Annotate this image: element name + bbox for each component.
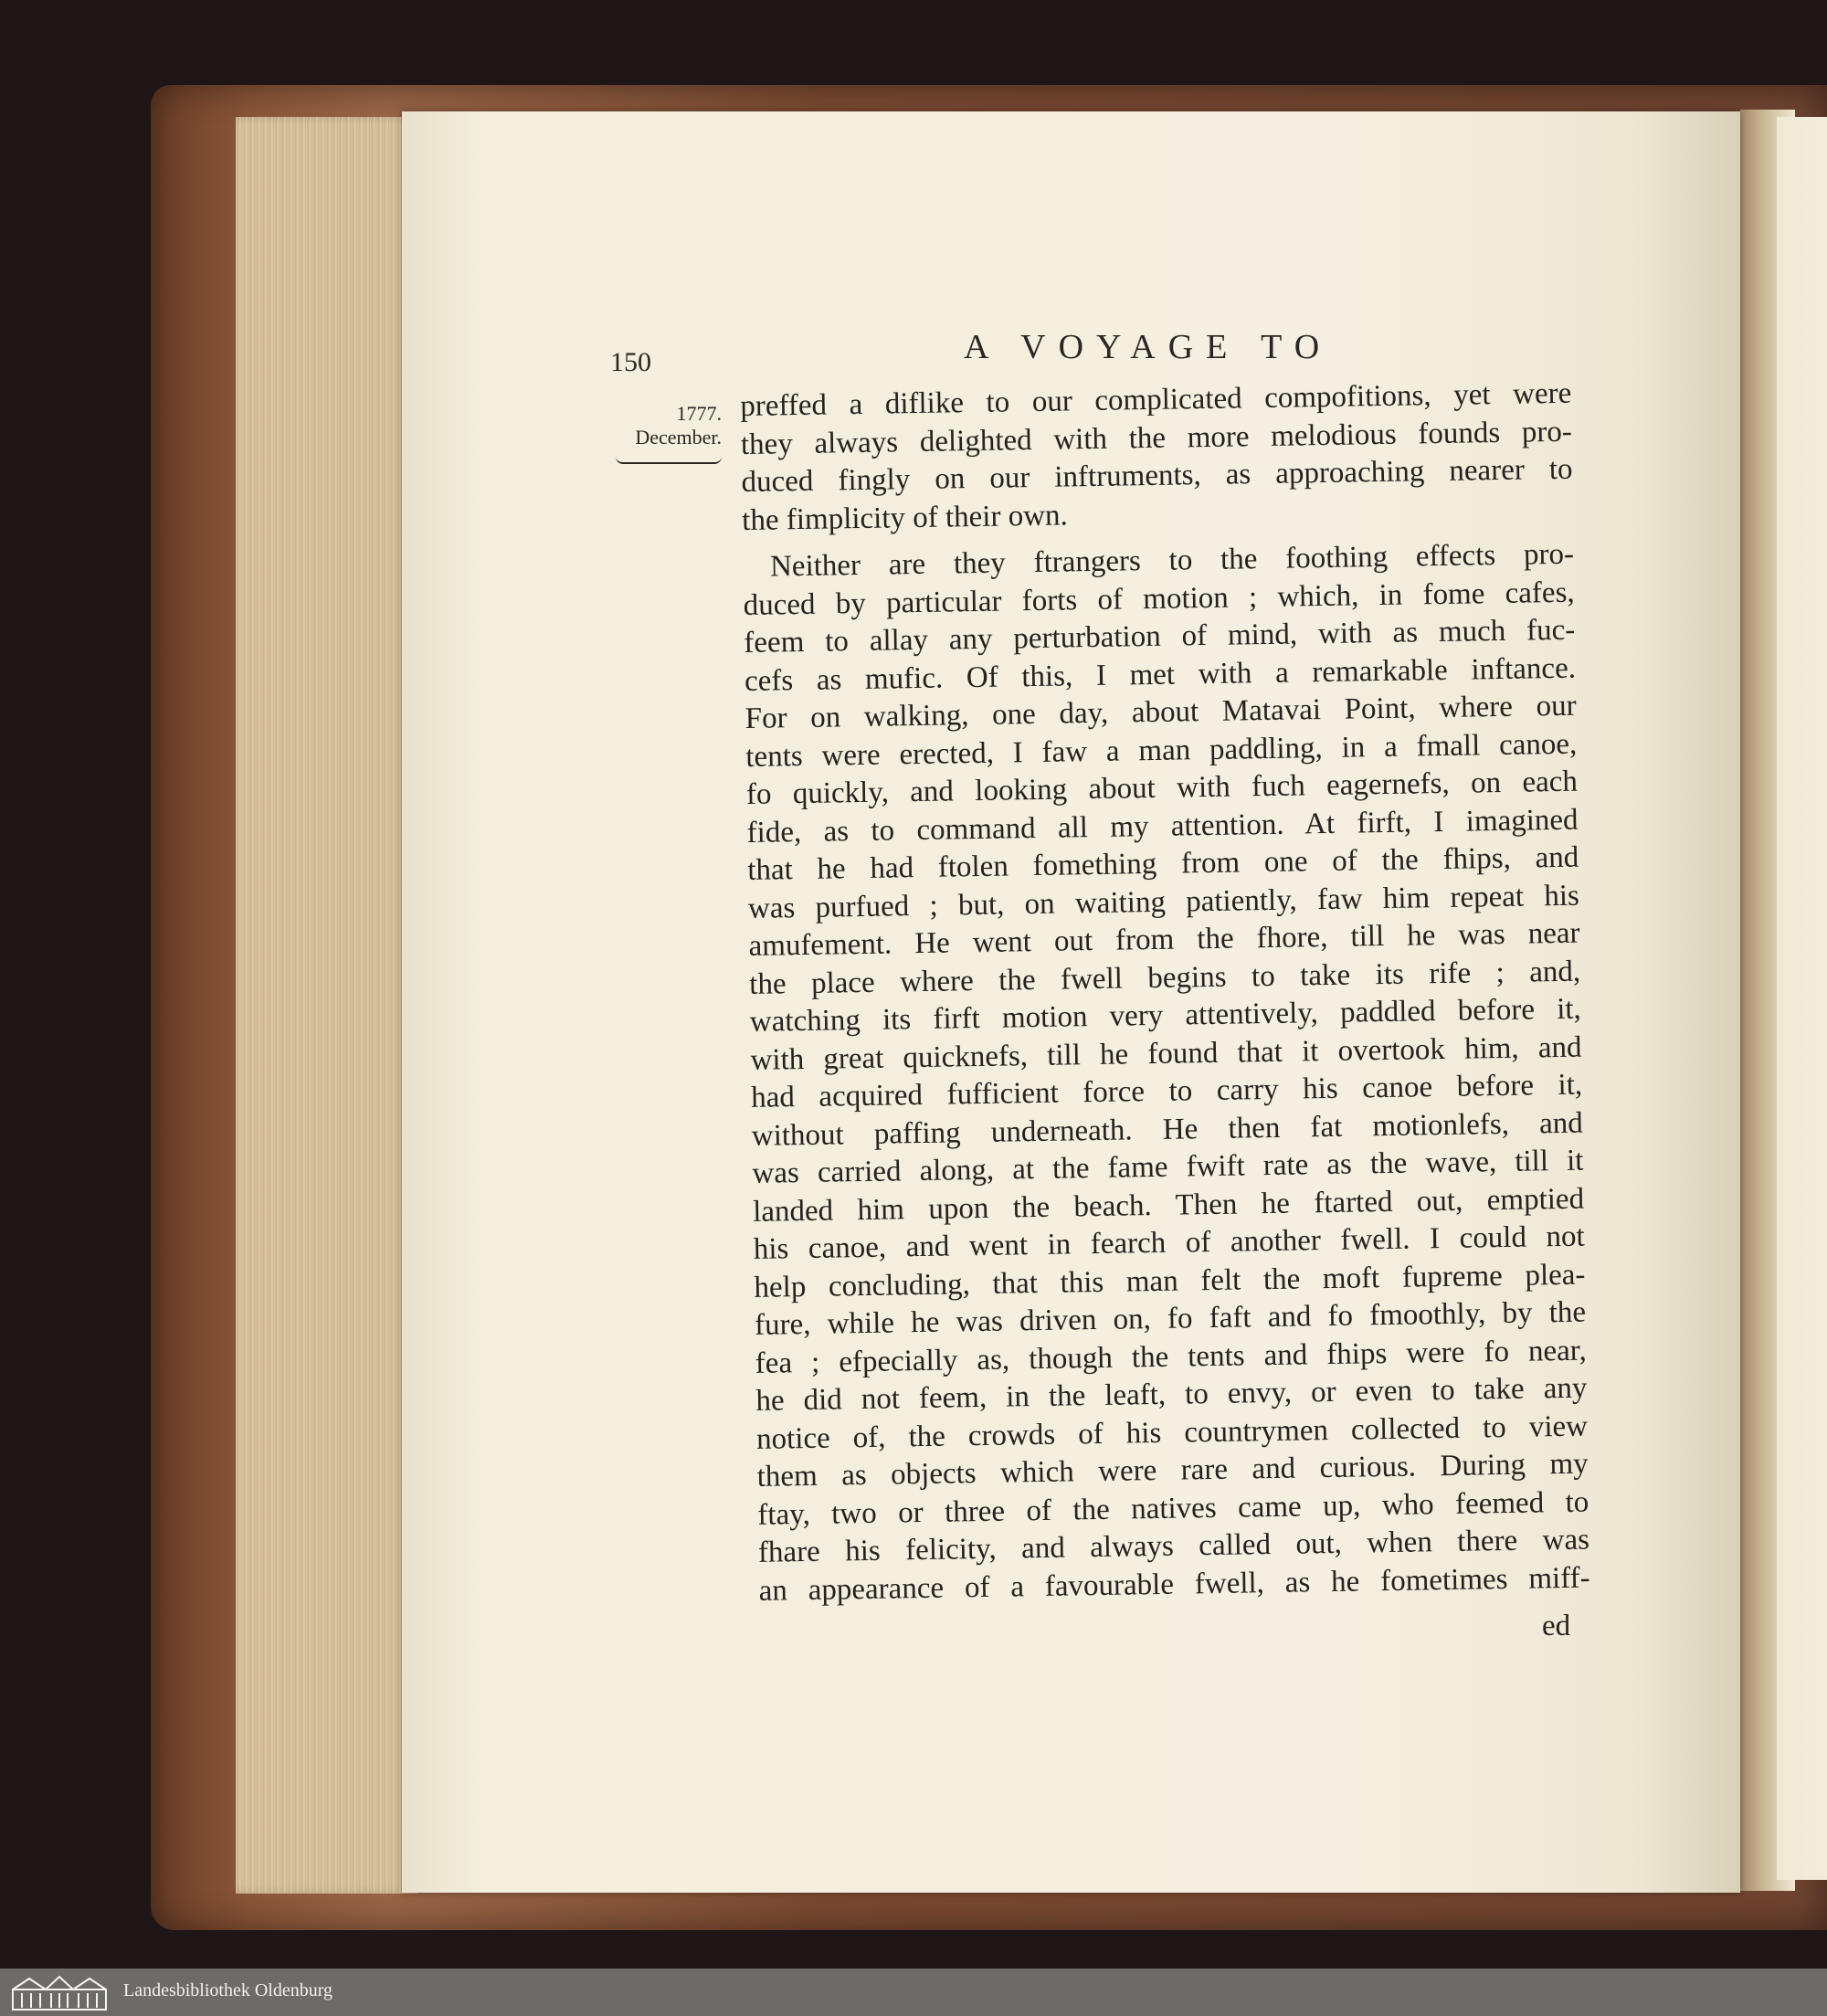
library-name: Landesbibliothek Oldenburg xyxy=(123,1980,333,2000)
text-line: without paffing underneath. He then fat motionlefs, and xyxy=(751,1106,1584,1153)
text-line: preffed a diflike to our complicated compofitions, yet were xyxy=(740,376,1572,423)
text-line: he did not feem, in the leaft, to envy, or even to take any xyxy=(755,1371,1588,1418)
text-line: Neither are they ftrangers to the foothing effects pro- xyxy=(769,537,1575,584)
marginal-month: December. xyxy=(635,426,722,449)
text-line: with great quicknefs, till he found that it overtook him, and xyxy=(750,1030,1582,1077)
text-line: the fimplicity of their own. xyxy=(741,498,1069,537)
text-line: watching its firft motion very attentively, paddled before it, xyxy=(749,992,1582,1039)
running-head: A VOYAGE TO xyxy=(964,328,1333,366)
text-line: an appearance of a favourable fwell, as he fometimes miff- xyxy=(758,1561,1590,1608)
text-line: they always delighted with the more melodious founds pro- xyxy=(740,415,1573,461)
text-line: that he had ftolen fomething from one of the fhips, and xyxy=(747,840,1579,887)
text-line: tents were erected, I faw a man paddling, in a fmall canoe, xyxy=(745,727,1578,774)
text-line: cefs as mufic. Of this, I met with a remarkable inftance. xyxy=(744,651,1577,698)
page-number: 150 xyxy=(610,347,651,377)
catchword: ed xyxy=(1542,1610,1571,1642)
library-footer-bar xyxy=(0,1969,1827,2016)
text-line: fure, while he was driven on, fo faft and fo fmoothly, by the xyxy=(754,1295,1587,1342)
text-line: was purfued ; but, on waiting patiently, faw him repeat his xyxy=(747,879,1580,925)
text-line: had acquired fufficient force to carry his canoe before it, xyxy=(750,1068,1583,1114)
text-line: duced fingly on our inftruments, as approaching nearer to xyxy=(741,452,1573,499)
text-line: fo quickly, and looking about with fuch eagernefs, on each xyxy=(745,765,1579,811)
text-line: amufement. He went out from the fhore, till he was near xyxy=(748,916,1580,963)
text-line: fide, as to command all my attention. At firft, I imagined xyxy=(746,803,1579,850)
text-line: fea ; efpecially as, though the tents and fhips were fo near, xyxy=(755,1334,1587,1380)
text-line: duced by particular forts of motion ; which, in fome cafes, xyxy=(743,575,1575,622)
text-line: was carried along, at the fame fwift rate as the wave, till it xyxy=(752,1144,1584,1190)
text-line: fhare his felicity, and always called out, when there was xyxy=(757,1523,1590,1569)
page-block-edge xyxy=(236,117,418,1894)
marginal-note xyxy=(603,402,722,464)
text-line: help concluding, that this man felt the moft fupreme plea- xyxy=(754,1258,1586,1304)
library-building-icon xyxy=(9,1973,110,2011)
text-line: the place where the fwell begins to take its rife ; and, xyxy=(748,955,1581,1001)
text-line: For on walking, one day, about Matavai Point, where our xyxy=(745,689,1577,735)
text-line: them as objects which were rare and curious. During my xyxy=(756,1447,1589,1494)
facing-page-edge xyxy=(1777,117,1827,1880)
marginal-year: 1777. xyxy=(676,402,722,425)
text-line: feem to allay any perturbation of mind, with as much fuc- xyxy=(744,613,1576,660)
marginal-brace xyxy=(616,453,722,464)
text-line: his canoe, and went in fearch of another fwell. I could not xyxy=(753,1219,1585,1266)
text-line: ftay, two or three of the natives came up, who feemed to xyxy=(757,1485,1589,1532)
text-line: landed him upon the beach. Then he ftarted out, emptied xyxy=(752,1182,1585,1229)
text-line: notice of, the crowds of his countrymen collected to view xyxy=(755,1409,1589,1456)
body-text xyxy=(740,375,1590,1610)
